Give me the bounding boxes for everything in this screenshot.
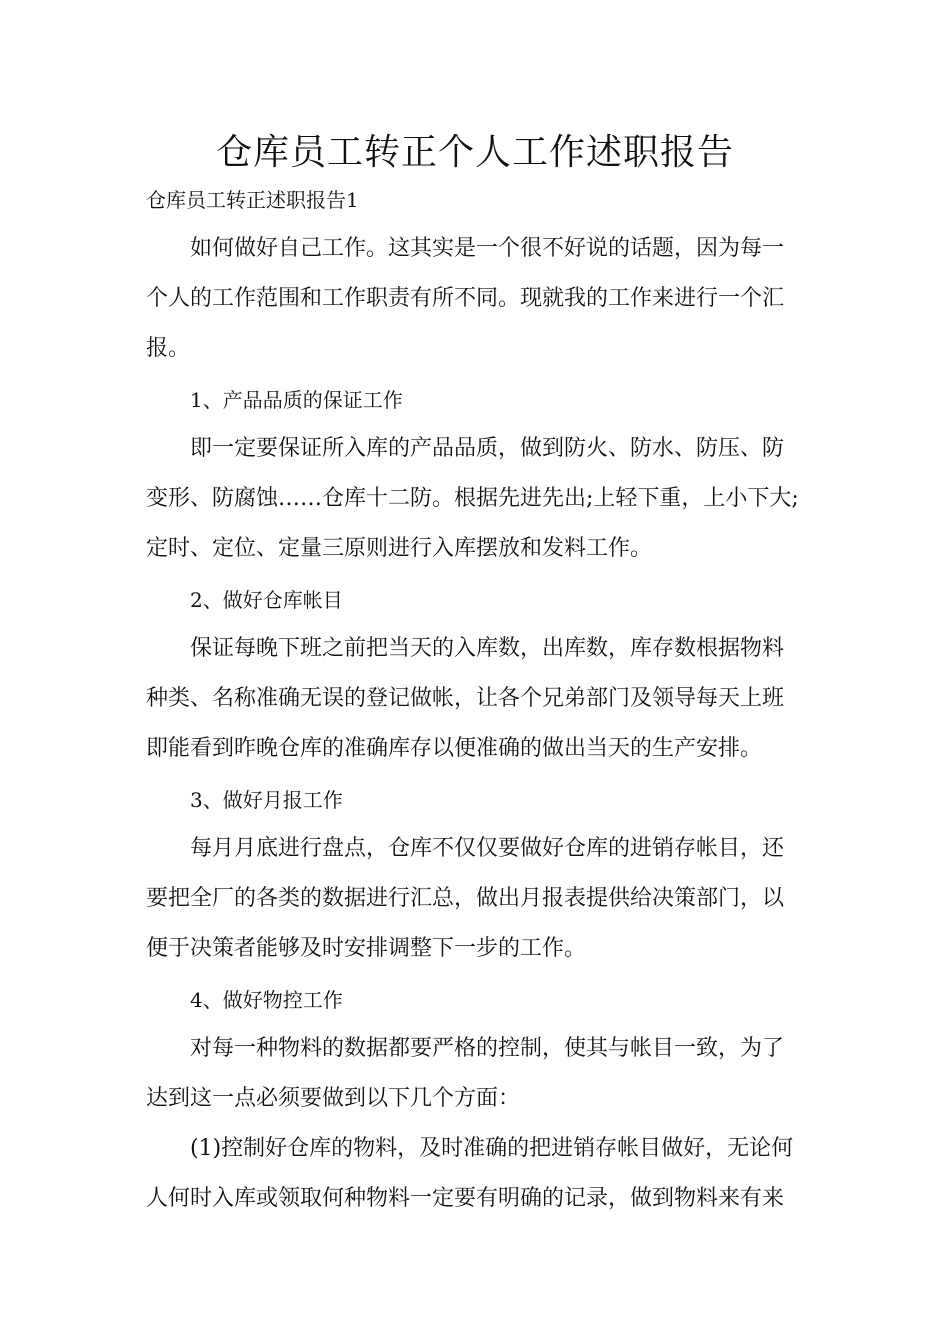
paragraph-line: 便于决策者能够及时安排调整下一步的工作。 (146, 936, 587, 961)
paragraph-line: 对每一种物料的数据都要严格的控制，使其与帐目一致，为了 (190, 1036, 785, 1061)
paragraph-line: 人何时入库或领取何种物料一定要有明确的记录，做到物料来有来 (146, 1186, 785, 1211)
paragraph-line: 种类、名称准确无误的登记做帐，让各个兄弟部门及领导每天上班 (146, 686, 785, 711)
paragraph-line: 每月月底进行盘点，仓库不仅仅要做好仓库的进销存帐目，还 (190, 836, 785, 861)
paragraph-line: 个人的工作范围和工作职责有所不同。现就我的工作来进行一个汇 (146, 286, 785, 311)
paragraph-line: 达到这一点必须要做到以下几个方面： (146, 1086, 521, 1111)
paragraph-line: 即能看到昨晚仓库的准确库存以便准确的做出当天的生产安排。 (146, 736, 763, 761)
paragraph-line: 即一定要保证所入库的产品品质，做到防火、防水、防压、防 (190, 436, 785, 461)
paragraph-line: 如何做好自己工作。这其实是一个很不好说的话题，因为每一 (190, 236, 785, 261)
section-heading: 1、产品品质的保证工作 (190, 388, 403, 412)
paragraph-line: 要把全厂的各类的数据进行汇总，做出月报表提供给决策部门，以 (146, 886, 785, 911)
document-subtitle: 仓库员工转正述职报告1 (146, 188, 359, 212)
paragraph-line: 变形、防腐蚀……仓库十二防。根据先进先出;上轻下重，上小下大; (146, 486, 799, 511)
section-heading: 4、做好物控工作 (190, 988, 343, 1012)
paragraph-line: 保证每晚下班之前把当天的入库数，出库数，库存数根据物料 (190, 636, 785, 661)
document-title: 仓库员工转正个人工作述职报告 (215, 132, 734, 173)
section-heading: 3、做好月报工作 (190, 788, 343, 812)
paragraph-line: (1)控制好仓库的物料，及时准确的把进销存帐目做好，无论何 (190, 1136, 794, 1161)
section-heading: 2、做好仓库帐目 (190, 588, 343, 612)
paragraph-line: 报。 (146, 336, 191, 361)
paragraph-line: 定时、定位、定量三原则进行入库摆放和发料工作。 (146, 536, 653, 561)
